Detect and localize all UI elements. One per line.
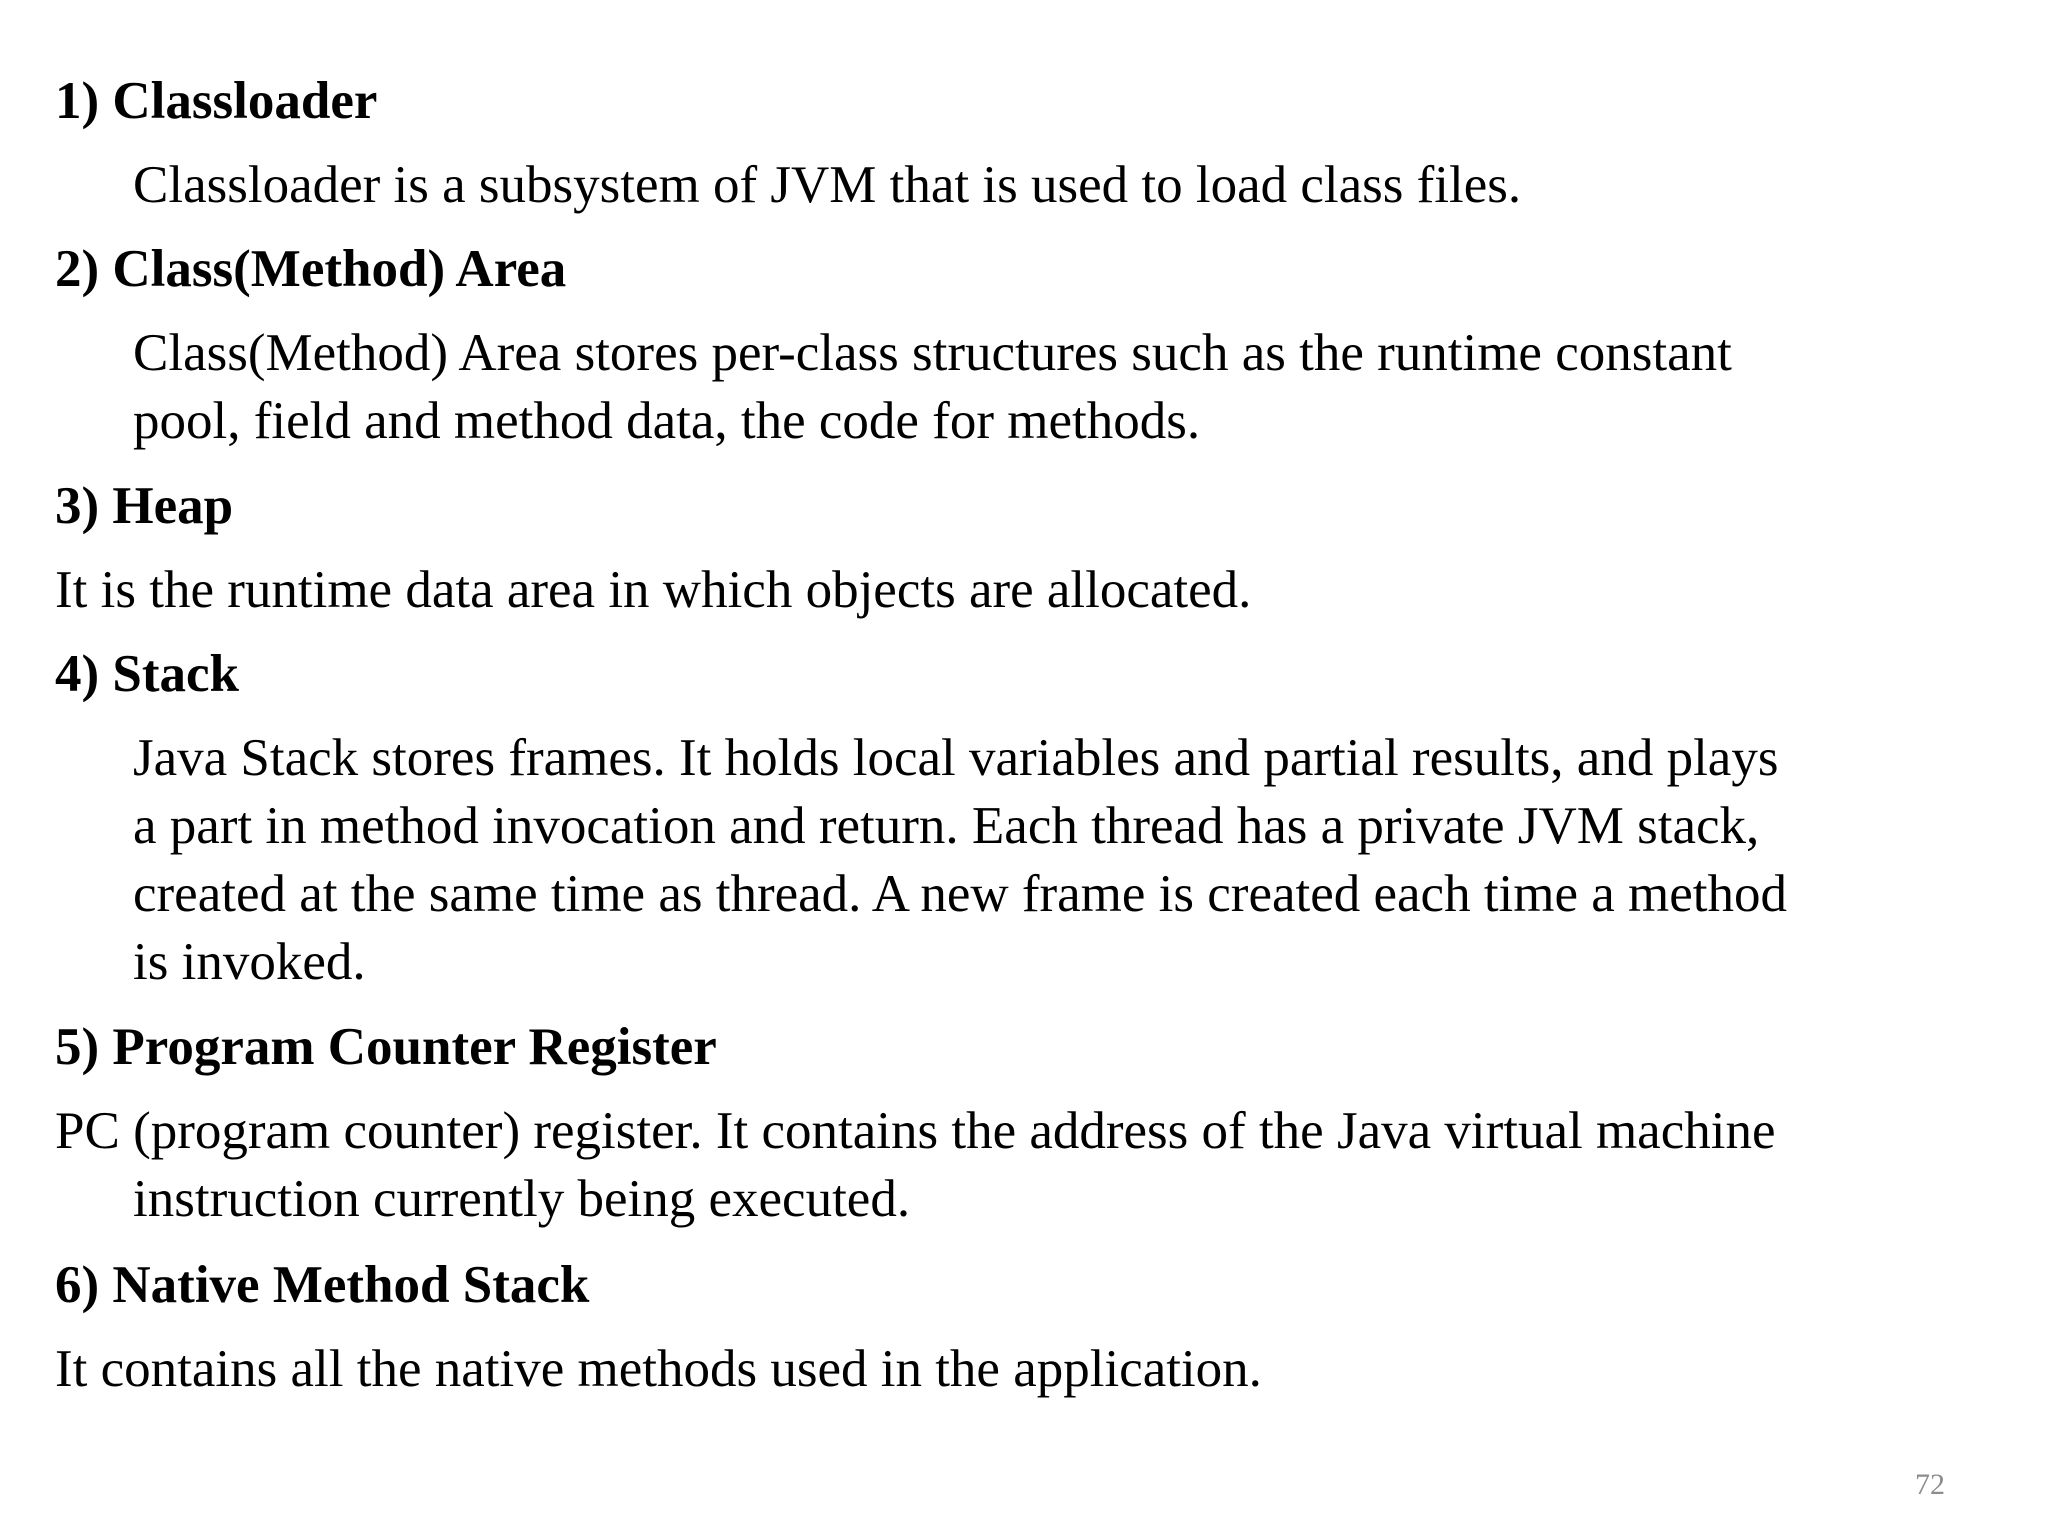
section-heading-heap: 3) Heap bbox=[55, 477, 234, 535]
text-line: PC (program counter) register. It contains the address of the Java virtual machine bbox=[55, 1102, 1776, 1160]
text-line: Java Stack stores frames. It holds local variables and partial results, and plays bbox=[133, 729, 1779, 787]
section-heading-native-method-stack: 6) Native Method Stack bbox=[55, 1256, 590, 1314]
text-line: instruction currently being executed. bbox=[133, 1170, 911, 1228]
text-line: a part in method invocation and return. Each thread has a private JVM stack, bbox=[133, 797, 1760, 855]
section-text-method-area bbox=[133, 319, 1732, 455]
section-text-heap: It is the runtime data area in which objects are allocated. bbox=[55, 561, 1252, 619]
section-heading-classloader: 1) Classloader bbox=[55, 72, 378, 130]
section-text-stack bbox=[133, 724, 1787, 996]
text-line: Class(Method) Area stores per-class structures such as the runtime constant bbox=[133, 324, 1732, 382]
section-text-program-counter bbox=[55, 1097, 1955, 1233]
page-number: 72 bbox=[1915, 1468, 1945, 1501]
text-line: created at the same time as thread. A new frame is created each time a method bbox=[133, 865, 1788, 923]
text-line: pool, field and method data, the code for methods. bbox=[133, 392, 1201, 450]
section-text-classloader: Classloader is a subsystem of JVM that is used to load class files. bbox=[133, 156, 1522, 214]
text-line: is invoked. bbox=[133, 933, 366, 991]
section-text-native-method-stack: It contains all the native methods used in the application. bbox=[55, 1340, 1262, 1398]
section-heading-program-counter: 5) Program Counter Register bbox=[55, 1018, 717, 1076]
section-heading-stack: 4) Stack bbox=[55, 645, 240, 703]
section-heading-method-area: 2) Class(Method) Area bbox=[55, 240, 567, 298]
